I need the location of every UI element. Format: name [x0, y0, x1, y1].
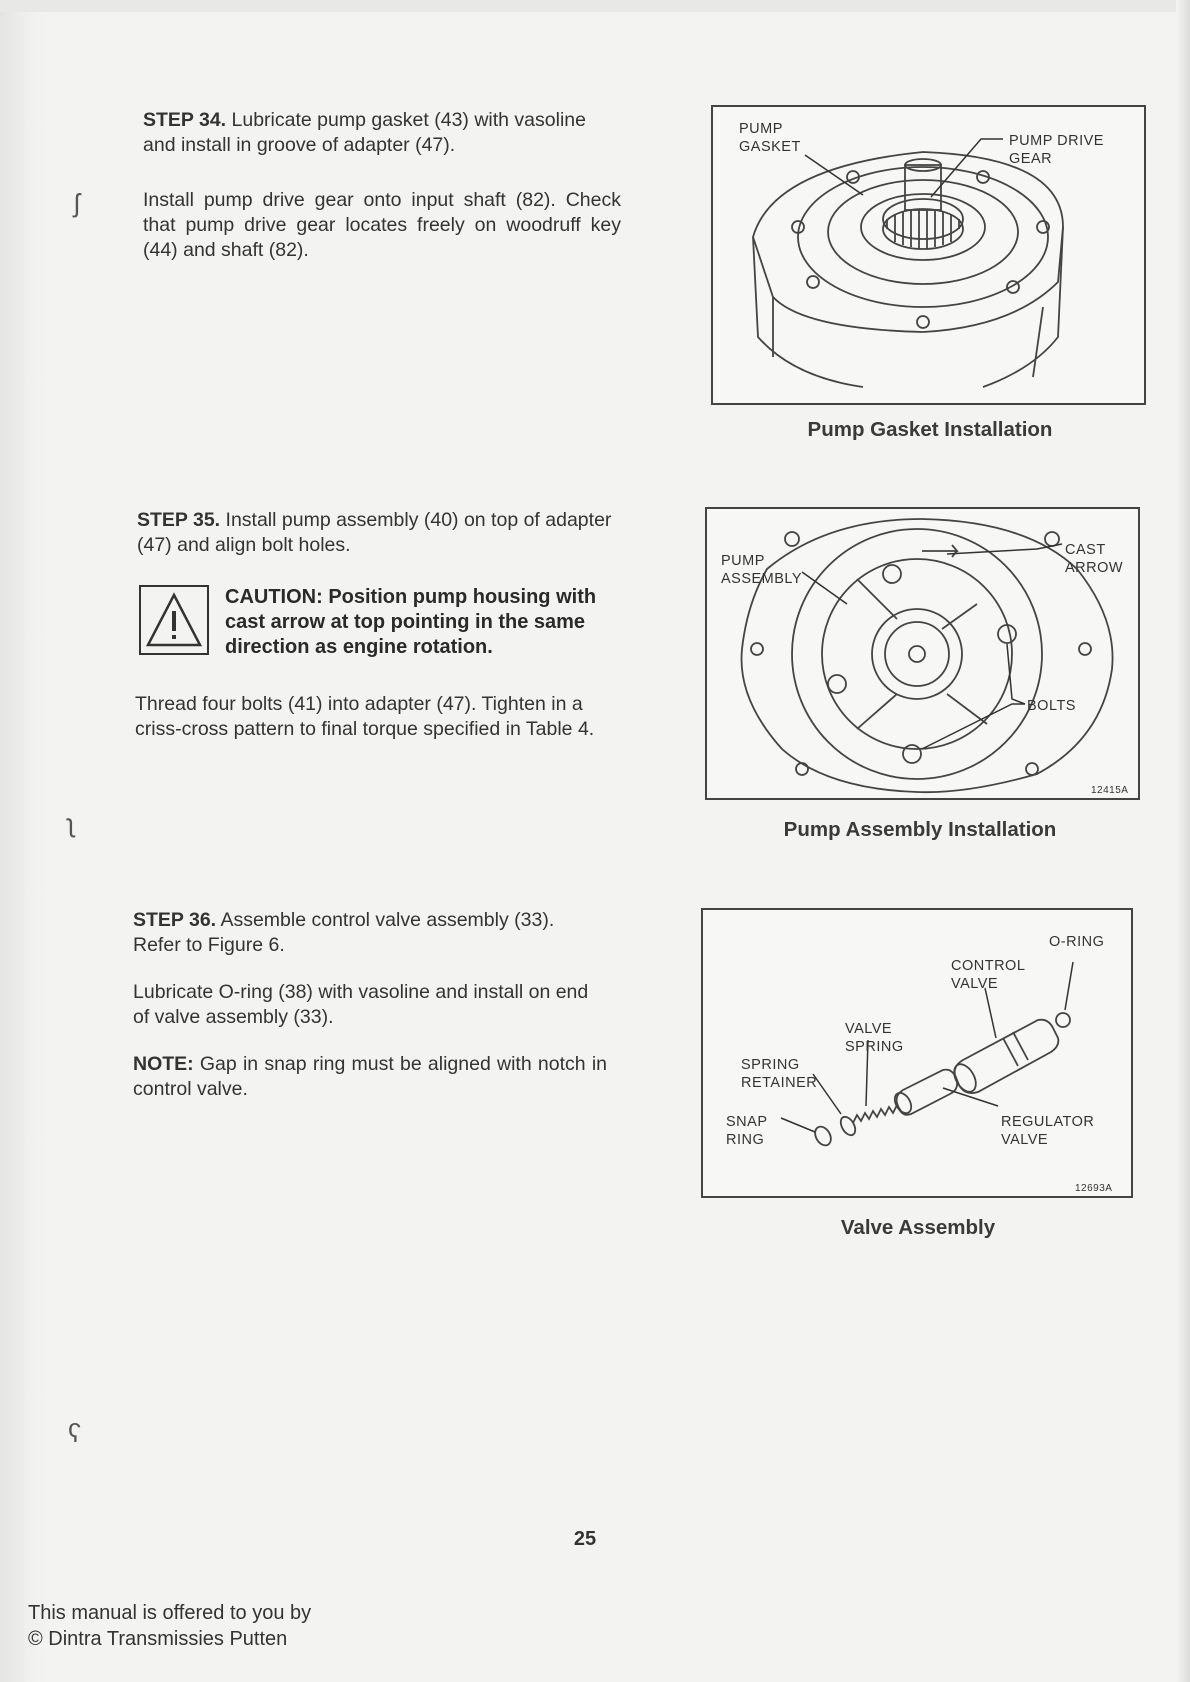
label-snap-ring-line1: SNAP	[726, 1114, 768, 1130]
label-pump-drive-gear-line1: PUMP DRIVE	[1009, 133, 1104, 149]
label-pump-gasket-line2: GASKET	[739, 139, 801, 155]
label-cast-arrow-line2: ARROW	[1065, 560, 1124, 576]
note-label: NOTE:	[133, 1053, 194, 1075]
figure-code: 12415A	[1091, 785, 1129, 796]
step-35-body: Install pump assembly (40) on top of adapter (47) and align bolt holes.	[137, 509, 612, 556]
label-regulator-valve	[1001, 1113, 1094, 1149]
page-number: 25	[573, 1528, 597, 1550]
scan-edge-right	[1176, 0, 1190, 1682]
step-36-paragraph-2: Lubricate O-ring (38) with vasoline and install on end of valve assembly (33).	[133, 981, 589, 1028]
step-36-text	[133, 908, 607, 1124]
figure-pump-gasket	[711, 105, 1146, 405]
valve-assembly-drawing	[703, 910, 1131, 1196]
caption-pump-assembly: Pump Assembly Installation	[783, 818, 1057, 841]
label-pump-assembly-line1: PUMP	[721, 553, 765, 569]
step-34-label: STEP 34.	[143, 109, 227, 131]
step-34-paragraph-2: Install pump drive gear onto input shaft (82). Check that pump drive gear locates freely on woodruff key (44) and shaft (82).	[143, 189, 621, 261]
step-34-body: Lubricate pump gasket (43) with vasoline and install in groove of adapter (47).	[143, 109, 586, 156]
note-text: Gap in snap ring must be aligned with notch in control valve.	[133, 1053, 607, 1100]
margin-mark: ʕ	[68, 1418, 81, 1448]
figure-pump-assembly	[705, 507, 1140, 800]
label-valve-spring-line2: SPRING	[845, 1039, 904, 1055]
step-35-paragraph-2: Thread four bolts (41) into adapter (47). Tighten in a criss-cross pattern to final torque specified in Table 4.	[135, 693, 595, 740]
scan-edge-left	[0, 0, 48, 1682]
label-pump-drive-gear	[1009, 132, 1104, 168]
figure-code: 12693A	[1075, 1183, 1113, 1194]
label-bolts: BOLTS	[1027, 698, 1076, 714]
label-cast-arrow	[1065, 541, 1123, 577]
step-36-body: Assemble control valve assembly (33). Refer to Figure 6.	[133, 909, 555, 956]
label-pump-drive-gear-line2: GEAR	[1009, 151, 1053, 167]
step-35-paragraph-2-block	[135, 692, 613, 764]
margin-mark: ʅ	[68, 808, 74, 838]
label-valve-spring	[845, 1020, 904, 1056]
caution-box	[139, 585, 620, 660]
footer-note	[28, 1600, 311, 1652]
label-regulator-valve-line1: REGULATOR	[1001, 1114, 1095, 1130]
label-snap-ring	[726, 1113, 768, 1149]
label-spring-retainer-line2: RETAINER	[741, 1075, 818, 1091]
figure-valve-assembly	[701, 908, 1133, 1198]
label-spring-retainer-line1: SPRING	[741, 1057, 800, 1073]
label-pump-assembly-line2: ASSEMBLY	[721, 571, 803, 587]
label-pump-gasket	[739, 120, 801, 156]
label-pump-assembly	[721, 552, 802, 588]
label-control-valve-line2: VALVE	[951, 976, 999, 992]
warning-triangle-icon	[139, 585, 209, 655]
label-control-valve-line1: CONTROL	[951, 958, 1026, 974]
label-snap-ring-line2: RING	[726, 1132, 765, 1148]
step-34-text	[143, 108, 621, 285]
label-pump-gasket-line1: PUMP	[739, 121, 783, 137]
step-35-text	[137, 508, 615, 580]
scan-edge-top	[0, 0, 1190, 12]
caption-valve-assembly: Valve Assembly	[840, 1216, 996, 1239]
step-35-label: STEP 35.	[137, 509, 221, 531]
footer-line-1: This manual is offered to you by	[28, 1602, 312, 1624]
label-regulator-valve-line2: VALVE	[1001, 1132, 1049, 1148]
caution-text: CAUTION: Position pump housing with cast arrow at top pointing in the same direction as engine rotation.	[225, 586, 597, 658]
label-spring-retainer	[741, 1056, 817, 1092]
label-o-ring: O-RING	[1049, 934, 1105, 950]
label-valve-spring-line1: VALVE	[845, 1021, 893, 1037]
label-control-valve	[951, 957, 1025, 993]
step-36-label: STEP 36.	[133, 909, 217, 931]
margin-mark: ʃ	[74, 188, 80, 218]
footer-line-2: © Dintra Transmissies Putten	[28, 1628, 288, 1650]
caption-pump-gasket: Pump Gasket Installation	[807, 418, 1053, 441]
label-cast-arrow-line1: CAST	[1065, 542, 1106, 558]
